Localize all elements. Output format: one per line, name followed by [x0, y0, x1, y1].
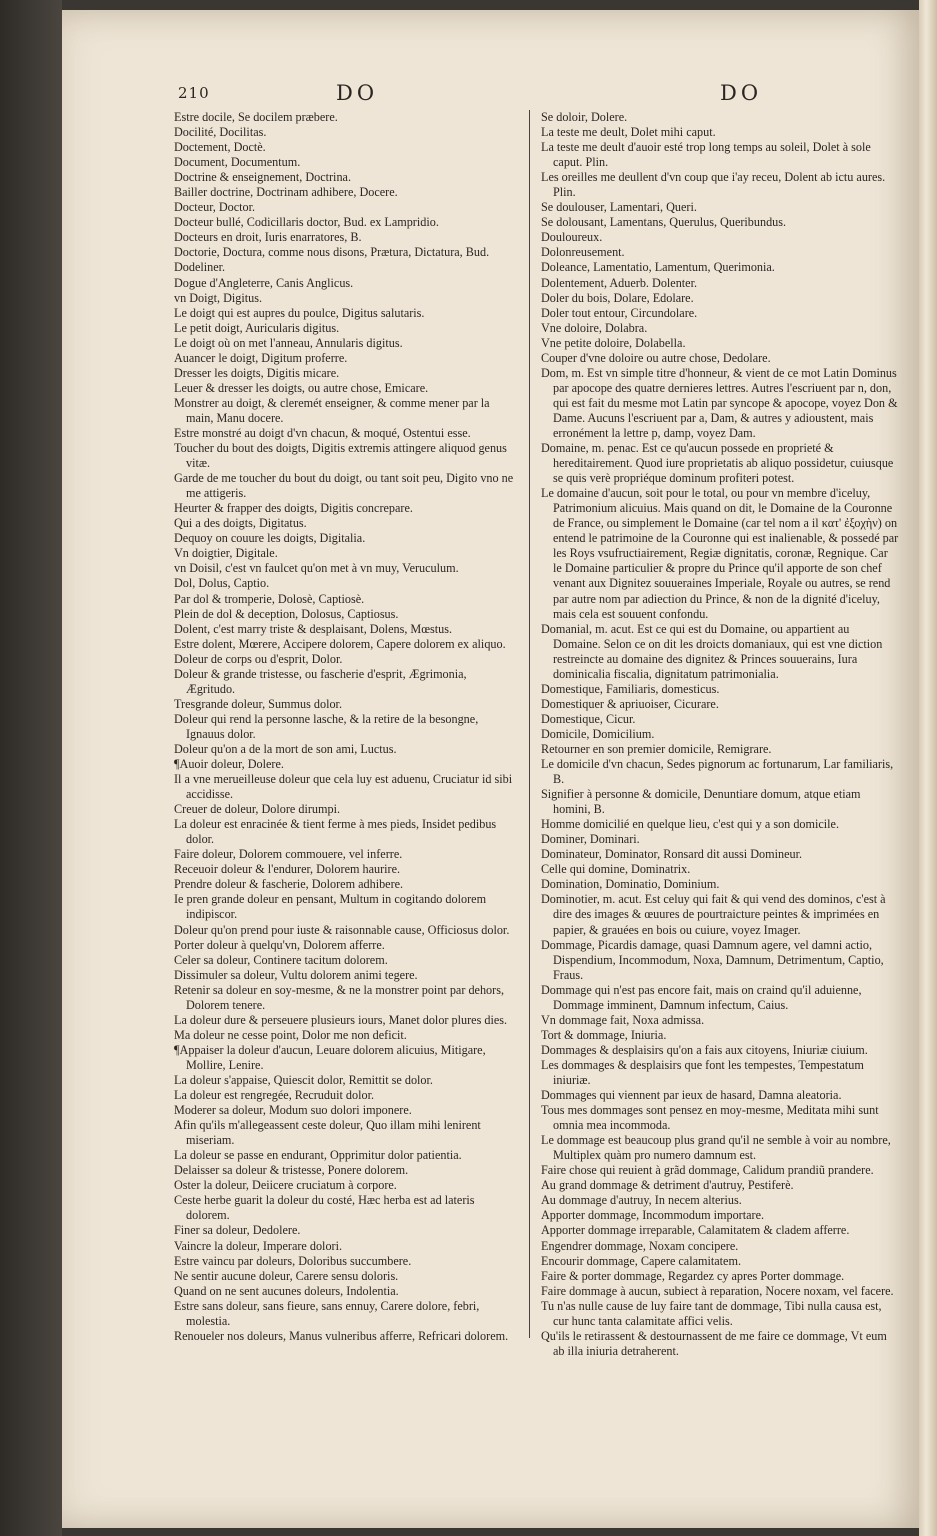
dictionary-entry: Le dommage est beaucoup plus grand qu'il ne semble à voir au nombre, Multiplex quàm pro numero damnum est.: [541, 1133, 891, 1163]
dictionary-entry: Quand on ne sent aucunes doleurs, Indolentia.: [174, 1283, 399, 1298]
dictionary-entry: Finer sa doleur, Dedolere.: [174, 1223, 301, 1238]
dictionary-entry: Celle qui domine, Dominatrix.: [541, 862, 691, 877]
dictionary-entry: Dommage, Picardis damage, quasi Damnum agere, vel damni actio, Dispendium, Incommodum, Noxa, Damnum, Detrimentum, Captio, Fraus.: [541, 937, 884, 982]
dictionary-entry: Domestique, Cicur.: [541, 711, 636, 726]
dictionary-entry: Toucher du bout des doigts, Digitis extremis attingere aliquod genus vitæ.: [174, 441, 507, 471]
dictionary-entry: Les oreilles me deullent d'vn coup que i'ay receu, Dolent ab ictu aures. Plin.: [541, 170, 886, 200]
dictionary-entry: Vne doloire, Dolabra.: [541, 320, 648, 335]
dictionary-entry: Dommage qui n'est pas encore fait, mais on craind qu'il aduienne, Dommage imminent, Damnum infectum, Caius.: [541, 982, 862, 1012]
dictionary-entry: Le doigt où on met l'anneau, Annularis digitus.: [174, 335, 403, 350]
dictionary-entry: Qui a des doigts, Digitatus.: [174, 516, 307, 531]
dictionary-entry: La doleur est enracinée & tient ferme à mes pieds, Insidet pedibus dolor.: [174, 817, 497, 847]
dictionary-entry: Faire doleur, Dolorem commouere, vel inferre.: [174, 847, 403, 862]
dictionary-entry: Les dommages & desplaisirs que font les tempestes, Tempestatum iniuriæ.: [541, 1057, 864, 1087]
dictionary-entry: Tresgrande doleur, Summus dolor.: [174, 696, 342, 711]
running-head-right: DO: [720, 81, 763, 105]
dictionary-entry: Domanial, m. acut. Est ce qui est du Domaine, ou appartient au Domaine. Selon ce on dit les droicts domaniaux, qui est vne diction restreincte au domaine des dignitez & Princes souuerains, Iura dominicalia fiscalia, dignitatum patrimonialia.: [541, 621, 883, 681]
dictionary-entry: Leuer & dresser les doigts, ou autre chose, Emicare.: [174, 380, 429, 395]
dictionary-entry: Douloureux.: [541, 230, 603, 245]
dictionary-entry: Retourner en son premier domicile, Remigrare.: [541, 741, 772, 756]
dictionary-entry: Tort & dommage, Iniuria.: [541, 1027, 667, 1042]
dictionary-entry: Signifier à personne & domicile, Denuntiare domum, atque etiam homini, B.: [541, 787, 861, 817]
dictionary-entry: Doleur & grande tristesse, ou fascherie d'esprit, Ægrimonia, Ægritudo.: [174, 666, 467, 696]
dictionary-entry: Dominotier, m. acut. Est celuy qui fait & qui vend des dominos, c'est à dire des images & œuures de pourtraicture peintes & imprimées en papier, & grauées en bois ou cuiure, voyez Imager.: [541, 892, 886, 937]
dictionary-entry: Le domicile d'vn chacun, Sedes pignorum ac fortunarum, Lar familiaris, B.: [541, 757, 894, 787]
dictionary-entry: Doctorie, Doctura, comme nous disons, Præturа, Dictatura, Bud.: [174, 245, 490, 260]
dictionary-entry: Doleur qui rend la personne lasche, & la retire de la besongne, Ignauus dolor.: [174, 711, 479, 741]
dictionary-entry: Estre dolent, Mœrere, Accipere dolorem, Capere dolorem ex aliquo.: [174, 636, 506, 651]
dictionary-entry: Docteur, Doctor.: [174, 200, 256, 215]
dictionary-entry: Doleur de corps ou d'esprit, Dolor.: [174, 651, 343, 666]
dictionary-entry: ¶Appaiser la doleur d'aucun, Leuare dolorem alicuius, Mitigare, Mollire, Lenire.: [174, 1042, 486, 1072]
dictionary-entry: Dogue d'Angleterre, Canis Anglicus.: [174, 275, 354, 290]
dictionary-entry: Engendrer dommage, Noxam concipere.: [541, 1238, 739, 1253]
dictionary-entry: Dresser les doigts, Digitis micare.: [174, 365, 340, 380]
dictionary-entry: Au grand dommage & detriment d'autruy, Pestiferè.: [541, 1178, 794, 1193]
dictionary-entry: Apporter dommage, Incommodum importare.: [541, 1208, 765, 1223]
dictionary-entry: Dolonreusement.: [541, 245, 625, 260]
dictionary-entry: Receuoir doleur & l'endurer, Dolorem haurire.: [174, 862, 401, 877]
dictionary-entry: La doleur se passe en endurant, Opprimitur dolor patientia.: [174, 1148, 462, 1163]
dictionary-entry: La teste me deult d'auoir esté trop long temps au soleil, Dolet à sole caput. Plin.: [541, 140, 871, 170]
dictionary-entry: Estre vaincu par doleurs, Doloribus succumbere.: [174, 1253, 412, 1268]
page-number: 210: [178, 84, 210, 102]
dictionary-entry: Dol, Dolus, Captio.: [174, 576, 270, 591]
dictionary-entry: La doleur s'appaise, Quiescit dolor, Remittit se dolor.: [174, 1073, 433, 1087]
dictionary-entry: Docilité, Docilitas.: [174, 125, 267, 140]
dictionary-entry: Dolent, c'est marry triste & desplaisant, Dolens, Mœstus.: [174, 621, 453, 636]
dictionary-entry: La doleur dure & perseuere plusieurs iours, Manet dolor plures dies.: [174, 1012, 508, 1027]
dictionary-entry: Garde de me toucher du bout du doigt, ou tant soit peu, Digito vno ne me attigeris.: [174, 471, 514, 501]
page-edge: [919, 0, 937, 1536]
dictionary-entry: Apporter dommage irreparable, Calamitatem & cladem afferre.: [541, 1223, 850, 1238]
dictionary-entry: Doctement, Doctè.: [174, 140, 266, 155]
dictionary-entry: Prendre doleur & fascherie, Dolorem adhibere.: [174, 877, 404, 892]
dictionary-entry: Ceste herbe guarit la doleur du costé, Hæc herba est ad lateris dolorem.: [174, 1193, 475, 1223]
dictionary-entry: Doctrine & enseignement, Doctrina.: [174, 170, 351, 185]
dictionary-entry: Dominateur, Dominator, Ronsard dit aussi Domineur.: [541, 847, 803, 862]
dictionary-entry: Vne petite doloire, Dolabella.: [541, 335, 686, 350]
running-header: [178, 81, 778, 108]
dictionary-entry: Doleur qu'on a de la mort de son ami, Luctus.: [174, 741, 397, 756]
dictionary-entry: Oster la doleur, Deiicere cruciatum à corpore.: [174, 1178, 397, 1193]
dictionary-entry: Bailler doctrine, Doctrinam adhibere, Docere.: [174, 185, 398, 200]
dictionary-entry: vn Doigt, Digitus.: [174, 290, 263, 305]
dictionary-entry: Dissimuler sa doleur, Vultu dolorem animi tegere.: [174, 967, 418, 982]
dictionary-entry: ¶Auoir doleur, Dolere.: [174, 757, 284, 772]
dictionary-entry: Dolentement, Aduerb. Dolenter.: [541, 275, 698, 290]
dictionary-entry: Domination, Dominatio, Dominium.: [541, 877, 720, 892]
dictionary-entry: Domicile, Domicilium.: [541, 726, 655, 741]
dictionary-entry: Encourir dommage, Capere calamitatem.: [541, 1253, 741, 1268]
dictionary-entry: Ma doleur ne cesse point, Dolor me non deficit.: [174, 1027, 407, 1042]
dictionary-entry: Tous mes dommages sont pensez en moy-mesme, Meditata mihi sunt omnia mea incommoda.: [541, 1103, 879, 1133]
dictionary-entry: Se doulouser, Lamentari, Queri.: [541, 200, 697, 215]
dictionary-entry: Docteur bullé, Codicillaris doctor, Bud. ex Lampridio.: [174, 215, 439, 230]
dictionary-entry: Faire & porter dommage, Regardez cy apres Porter dommage.: [541, 1268, 845, 1283]
dictionary-entry: Monstrer au doigt, & cleremét enseigner, & comme mener par la main, Manu docere.: [174, 395, 490, 425]
dictionary-entry: Creuer de doleur, Dolore dirumpi.: [174, 802, 341, 817]
right-column: [541, 110, 899, 1359]
dictionary-entry: Il a vne merueilleuse doleur que cela luy est aduenu, Cruciatur id sibi accidisse.: [174, 772, 513, 802]
dictionary-entry: Se dolousant, Lamentans, Querulus, Queribundus.: [541, 215, 787, 230]
dictionary-entry: Delaisser sa doleur & tristesse, Ponere dolorem.: [174, 1163, 409, 1178]
dictionary-entry: La teste me deult, Dolet mihi caput.: [541, 125, 716, 140]
dictionary-entry: Ie pren grande doleur en pensant, Multum in cogitando dolorem indipiscor.: [174, 892, 487, 922]
dictionary-entry: Se doloir, Dolere.: [541, 110, 628, 124]
dictionary-entry: Moderer sa doleur, Modum suo dolori imponere.: [174, 1103, 412, 1118]
dictionary-entry: Dommages & desplaisirs qu'on a fais aux citoyens, Iniuriæ ciuium.: [541, 1042, 868, 1057]
dictionary-entry: Faire dommage à aucun, subiect à reparation, Nocere noxam, vel facere.: [541, 1283, 894, 1298]
dictionary-entry: Homme domicilié en quelque lieu, c'est qui y a son domicile.: [541, 817, 840, 832]
dictionary-entry: Dommages qui viennent par ieux de hasard, Damna aleatoria.: [541, 1088, 842, 1103]
column-rule: [529, 110, 530, 1338]
dictionary-entry: Dequoy on couure les doigts, Digitalia.: [174, 531, 366, 546]
dictionary-entry: Auancer le doigt, Digitum proferre.: [174, 350, 348, 365]
dictionary-entry: Doler tout entour, Circundolare.: [541, 305, 698, 320]
dictionary-entry: Le doigt qui est aupres du poulce, Digitus salutaris.: [174, 305, 425, 320]
dictionary-entry: Renoueler nos doleurs, Manus vulneribus afferre, Refricari dolorem.: [174, 1328, 509, 1343]
dictionary-entry: Afin qu'ils m'allegeassent ceste doleur, Quo illam mihi lenirent miseriam.: [174, 1118, 481, 1148]
dictionary-entry: Vn doigtier, Digitale.: [174, 546, 278, 561]
left-column: [174, 110, 518, 1344]
running-head-left: DO: [336, 81, 379, 105]
book-gutter: [0, 0, 62, 1536]
dictionary-entry: Doleur qu'on prend pour iuste & raisonnable cause, Officiosus dolor.: [174, 922, 510, 937]
dictionary-entry: Qu'ils le retirassent & destournassent de me faire ce dommage, Vt eum ab illa iniuria detraherent.: [541, 1328, 887, 1358]
dictionary-entry: Vaincre la doleur, Imperare dolori.: [174, 1238, 343, 1253]
dictionary-entry: Dodeliner.: [174, 260, 226, 275]
dictionary-entry: vn Doisil, c'est vn faulcet qu'on met à vn muy, Veruculum.: [174, 561, 459, 576]
dictionary-entry: Document, Documentum.: [174, 155, 301, 170]
dictionary-entry: Docteurs en droit, Iuris enarratores, B.: [174, 230, 362, 245]
dictionary-entry: Au dommage d'autruy, In necem alterius.: [541, 1193, 742, 1208]
dictionary-entry: Domestique, Familiaris, domesticus.: [541, 681, 720, 696]
dictionary-entry: Domestiquer & apriuoiser, Cicurare.: [541, 696, 719, 711]
dictionary-entry: Celer sa doleur, Continere tacitum dolorem.: [174, 952, 388, 967]
dictionary-entry: Estre docile, Se docilem præbere.: [174, 110, 338, 124]
dictionary-entry: Tu n'as nulle cause de luy faire tant de dommage, Tibi nulla causa est, cur hunc tanta calamitate affici velis.: [541, 1298, 882, 1328]
dictionary-entry: Porter doleur à quelqu'vn, Dolorem afferre.: [174, 937, 385, 952]
dictionary-entry: Estre monstré au doigt d'vn chacun, & moqué, Ostentui esse.: [174, 425, 471, 440]
dictionary-entry: Ne sentir aucune doleur, Carere sensu doloris.: [174, 1268, 399, 1283]
dictionary-entry: Domaine, m. penac. Est ce qu'aucun possede en proprieté & hereditairement. Quod iure proprietatis ab aliquo possidetur, cuiusque se quis verè propriéque dominum profiteri potest.: [541, 441, 894, 486]
dictionary-entry: Estre sans doleur, sans fieure, sans ennuy, Carere dolore, febri, molestia.: [174, 1298, 480, 1328]
dictionary-entry: Plein de dol & deception, Dolosus, Captiosus.: [174, 606, 399, 621]
dictionary-entry: Couper d'vne doloire ou autre chose, Dedolare.: [541, 350, 771, 365]
dictionary-entry: La doleur est rengregée, Recruduit dolor.: [174, 1088, 375, 1103]
dictionary-entry: Heurter & frapper des doigts, Digitis concrepare.: [174, 501, 413, 516]
dictionary-entry: Dominer, Dominari.: [541, 832, 640, 847]
dictionary-entry: Retenir sa doleur en soy-mesme, & ne la monstrer point par dehors, Dolorem tenere.: [174, 982, 504, 1012]
dictionary-entry: Par dol & tromperie, Dolosè, Captiosè.: [174, 591, 365, 606]
dictionary-entry: Doleance, Lamentatio, Lamentum, Querimonia.: [541, 260, 775, 275]
dictionary-entry: Faire chose qui reuient à grãd dommage, Calidum prandiũ prandere.: [541, 1163, 874, 1178]
dictionary-entry: Le domaine d'aucun, soit pour le total, ou pour vn membre d'iceluy, Patrimonium alicuius. Mais quand on dit, le Domaine de la Couronne de France, ou simplement le Domaine (car tel nom a il κατ' ἐξοχὴν) on entend le patrimoine de la Couronne qui est inalienable, & possedé par les Roys vsufructiairement, Regiæ dignitatis, coronæ, Regnique. Car le Domaine particulier & propre du Prince qu'il apporte de son chef venant aux Dignitez souueraines Imperiale, Royale ou autres, se rend par autre nom par adiection du Prince, & non de la dignité d'iceluy, mais cela est souuent confondu.: [541, 486, 899, 621]
dictionary-entry: Dom, m. Est vn simple titre d'honneur, & vient de ce mot Latin Dominus par apocope des quatre dernieres lettres. Autres l'escriuent par n, don, qui est fait du mesme mot Latin par syncope & apocope, voyez Don & Dame. Aucuns l'escriuent par a, Dam, & autres y adioustent, mais erronément la lettre p, damp, voyez Dam.: [541, 365, 898, 440]
dictionary-entry: Le petit doigt, Auricularis digitus.: [174, 320, 340, 335]
dictionary-entry: Vn dommage fait, Noxa admissa.: [541, 1012, 705, 1027]
dictionary-entry: Doler du bois, Dolare, Edolare.: [541, 290, 694, 305]
